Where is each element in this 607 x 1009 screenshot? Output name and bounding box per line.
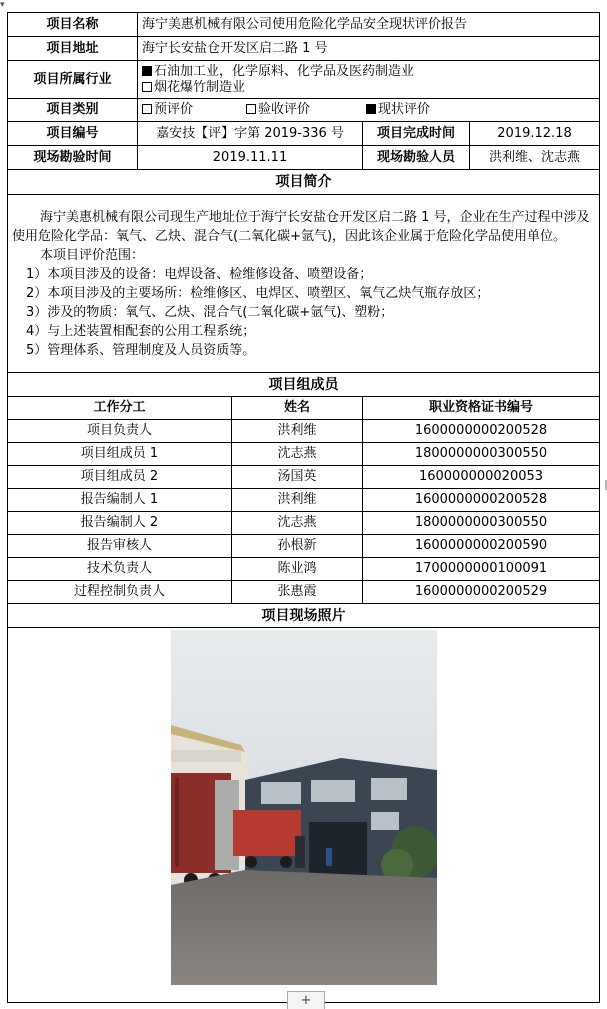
report-table <box>7 12 600 1003</box>
project-type-options <box>138 99 600 122</box>
col-header-cert: 职业资格证书编号 <box>363 397 600 420</box>
industry-label: 项目所属行业 <box>8 61 138 99</box>
member-name: 沈志燕 <box>232 512 363 535</box>
type-option-pre <box>142 102 246 118</box>
member-cert: 1600000000200590 <box>363 535 600 558</box>
survey-people-label: 现场勘验人员 <box>363 146 470 170</box>
type-option-status <box>366 102 430 117</box>
building-window <box>261 782 301 804</box>
scope-item: 1）本项目涉及的设备：电焊设备、检维修设备、喷塑设备； <box>26 266 373 282</box>
project-address-label: 项目地址 <box>8 37 138 61</box>
member-role: 项目组成员 2 <box>8 466 232 489</box>
members-header-row <box>8 397 600 420</box>
row-intro-heading <box>8 170 600 195</box>
member-name: 张惠霞 <box>232 581 363 604</box>
row-project-type <box>8 99 600 122</box>
col-header-name: 姓名 <box>232 397 363 420</box>
member-name: 陈业鸿 <box>232 558 363 581</box>
project-address-value: 海宁长安盐仓开发区启二路 1 号 <box>138 37 600 61</box>
row-project-address <box>8 37 600 61</box>
member-cert: 1600000000200529 <box>363 581 600 604</box>
table-row <box>8 581 600 604</box>
member-cert: 1600000000200528 <box>363 489 600 512</box>
report-sheet <box>7 12 599 1003</box>
row-number <box>8 122 600 146</box>
project-number-label: 项目编号 <box>8 122 138 146</box>
member-role: 项目组成员 1 <box>8 443 232 466</box>
scope-item: 4）与上述装置相配套的公用工程系统； <box>26 323 256 339</box>
building-window <box>371 778 407 800</box>
checkbox-empty-icon <box>246 104 256 114</box>
complete-time-label: 项目完成时间 <box>363 122 470 146</box>
red-truck-trailer <box>233 810 301 856</box>
project-number-value: 嘉安技【评】字第 2019-336 号 <box>138 122 363 146</box>
corner-mark: ▾ <box>0 0 5 10</box>
survey-time-value: 2019.11.11 <box>138 146 363 170</box>
industry-option-2 <box>142 80 595 96</box>
industry-option-2-label: 烟花爆竹制造业 <box>154 79 246 95</box>
table-row <box>8 443 600 466</box>
row-photo <box>8 628 600 1003</box>
member-cert: 1800000000300550 <box>363 512 600 535</box>
table-row <box>8 535 600 558</box>
checkbox-checked-icon <box>142 66 152 76</box>
type-option-status-label: 现状评价 <box>378 102 431 117</box>
scope-item: 2）本项目涉及的主要场所：检维修区、电焊区、喷塑区、氧气乙炔气瓶存放区； <box>26 285 490 301</box>
checkbox-checked-icon <box>366 104 376 114</box>
member-role: 技术负责人 <box>8 558 232 581</box>
type-option-accept <box>246 102 366 118</box>
project-name-label: 项目名称 <box>8 13 138 37</box>
member-name: 汤国英 <box>232 466 363 489</box>
add-page-button[interactable]: + <box>287 991 325 1009</box>
ground <box>171 870 437 985</box>
intro-body <box>8 195 600 373</box>
table-row <box>8 558 600 581</box>
photo-cell <box>8 628 600 1003</box>
checkbox-empty-icon <box>142 104 152 114</box>
building-window <box>311 780 355 802</box>
warehouse-windows <box>171 750 241 762</box>
row-photo-heading <box>8 604 600 628</box>
industry-option-1 <box>142 64 595 80</box>
intro-heading: 项目简介 <box>8 170 600 195</box>
member-cert: 160000000020053 <box>363 466 600 489</box>
checkbox-empty-icon <box>142 82 152 92</box>
type-option-accept-label: 验收评价 <box>258 102 311 117</box>
table-row <box>8 489 600 512</box>
table-row <box>8 420 600 443</box>
scope-title: 本项目评价范围： <box>40 247 145 263</box>
member-name: 沈志燕 <box>232 443 363 466</box>
row-industry <box>8 61 600 99</box>
scope-item: 3）涉及的物质：氧气、乙炔、混合气(二氧化碳+氩气)、塑粉； <box>26 304 394 320</box>
member-cert: 1700000000100091 <box>363 558 600 581</box>
complete-time-value: 2019.12.18 <box>470 122 600 146</box>
worker <box>326 848 332 866</box>
type-option-pre-label: 预评价 <box>154 102 194 117</box>
industry-options <box>138 61 600 99</box>
industry-option-1-label: 石油加工业，化学原料、化学品及医药制造业 <box>154 63 415 79</box>
project-type-label: 项目类别 <box>8 99 138 122</box>
site-photo <box>171 630 437 985</box>
intro-paragraph: 海宁美惠机械有限公司现生产地址位于海宁长安盐仓开发区启二路 1 号，企业在生产过程中涉及使用危险化学品：氧气、乙炔、混合气(二氧化碳+氩气)，因此该企业属于危险化学品使用单位。 <box>12 209 590 244</box>
member-role: 报告编制人 1 <box>8 489 232 512</box>
building-door <box>309 822 367 882</box>
member-name: 洪利维 <box>232 420 363 443</box>
photo-heading: 项目现场照片 <box>8 604 600 628</box>
survey-time-label: 现场勘验时间 <box>8 146 138 170</box>
project-name-value: 海宁美惠机械有限公司使用危险化学品安全现状评价报告 <box>138 13 600 37</box>
member-role: 报告审核人 <box>8 535 232 558</box>
member-cert: 1600000000200528 <box>363 420 600 443</box>
building-window <box>371 812 399 830</box>
table-row <box>8 512 600 535</box>
truck-wheel <box>245 856 257 868</box>
member-role: 过程控制负责人 <box>8 581 232 604</box>
scope-item: 5）管理体系、管理制度及人员资质等。 <box>26 342 256 358</box>
row-intro-body <box>8 195 600 373</box>
truck-cab <box>295 836 305 868</box>
container-ridge <box>175 777 179 867</box>
col-header-role: 工作分工 <box>8 397 232 420</box>
row-survey <box>8 146 600 170</box>
table-row <box>8 466 600 489</box>
survey-people-value: 洪利维、沈志燕 <box>470 146 600 170</box>
member-role: 报告编制人 2 <box>8 512 232 535</box>
member-name: 洪利维 <box>232 489 363 512</box>
members-heading: 项目组成员 <box>8 373 600 397</box>
row-members-heading <box>8 373 600 397</box>
truck-wheel <box>280 856 292 868</box>
member-name: 孙根新 <box>232 535 363 558</box>
member-cert: 1800000000300550 <box>363 443 600 466</box>
member-role: 项目负责人 <box>8 420 232 443</box>
row-project-name <box>8 13 600 37</box>
